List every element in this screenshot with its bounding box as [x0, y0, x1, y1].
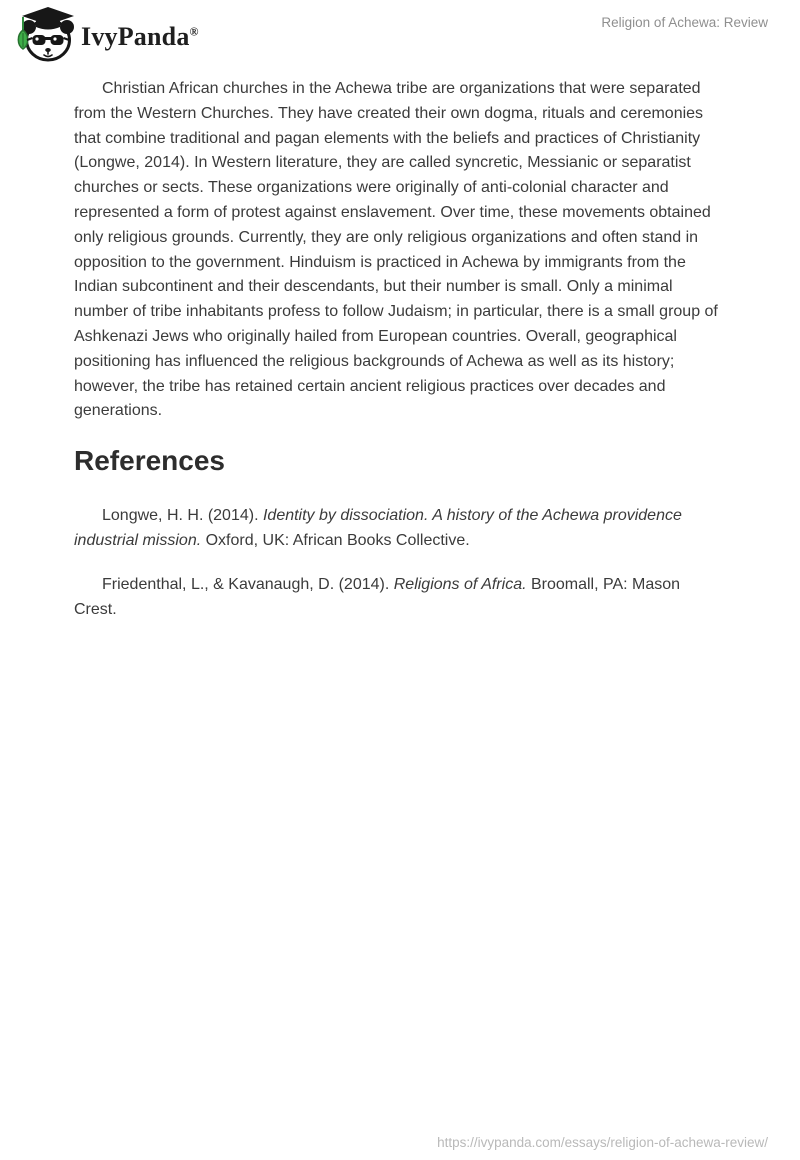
- brand-name: [81, 20, 199, 50]
- reference-title: Religions of Africa.: [393, 576, 527, 594]
- reference-entry: [74, 504, 718, 554]
- ivypanda-logo[interactable]: [14, 6, 199, 63]
- references-heading: References: [74, 445, 225, 477]
- panda-graduation-logo-icon: [14, 6, 76, 63]
- essay-content: [74, 77, 718, 623]
- reference-publisher: Oxford, UK: African Books Collective.: [201, 531, 470, 549]
- reference-authors: Friedenthal, L., & Kavanaugh, D. (2014).: [102, 576, 394, 594]
- page-header: [0, 0, 800, 63]
- brand-name-text: IvyPanda: [81, 21, 190, 51]
- essay-paragraph: Christian African churches in the Achewa tribe are organizations that were separated from the Western Churches. They have created their own dogma, rituals and ceremonies that combine traditional and pagan elements with the beliefs and practices of Christianity (Longwe, 2014). In Western literature, they are called syncretic, Messianic or separatist churches or sects. These organizations were originally of anti-colonial character and represented a form of protest against enslavement. Over time, these movements obtained only religious grounds. Currently, they are only religious organizations and often stand in opposition to the government. Hinduism is practiced in Achewa by immigrants from the Indian subcontinent and their descendants, but their number is small. Only a minimal number of tribe inhabitants profess to follow Judaism; in particular, there is a small group of Ashkenazi Jews who originally hailed from European countries. Overall, geographical positioning has influenced the religious backgrounds of Achewa as well as its history; however, the tribe has retained certain ancient religious practices over decades and generations.: [74, 80, 718, 420]
- reference-publisher: Broomall, PA: Mason Crest.: [74, 576, 681, 619]
- reference-authors: Longwe, H. H. (2014).: [102, 506, 263, 524]
- reference-entry: [74, 573, 718, 623]
- document-title: Religion of Achewa: Review: [601, 15, 768, 30]
- source-url[interactable]: https://ivypanda.com/essays/religion-of-achewa-review/: [437, 1135, 768, 1150]
- registered-trademark-mark: ®: [189, 23, 199, 38]
- reference-title: Identity by dissociation. A history of the Achewa providence industrial mission.: [74, 506, 682, 549]
